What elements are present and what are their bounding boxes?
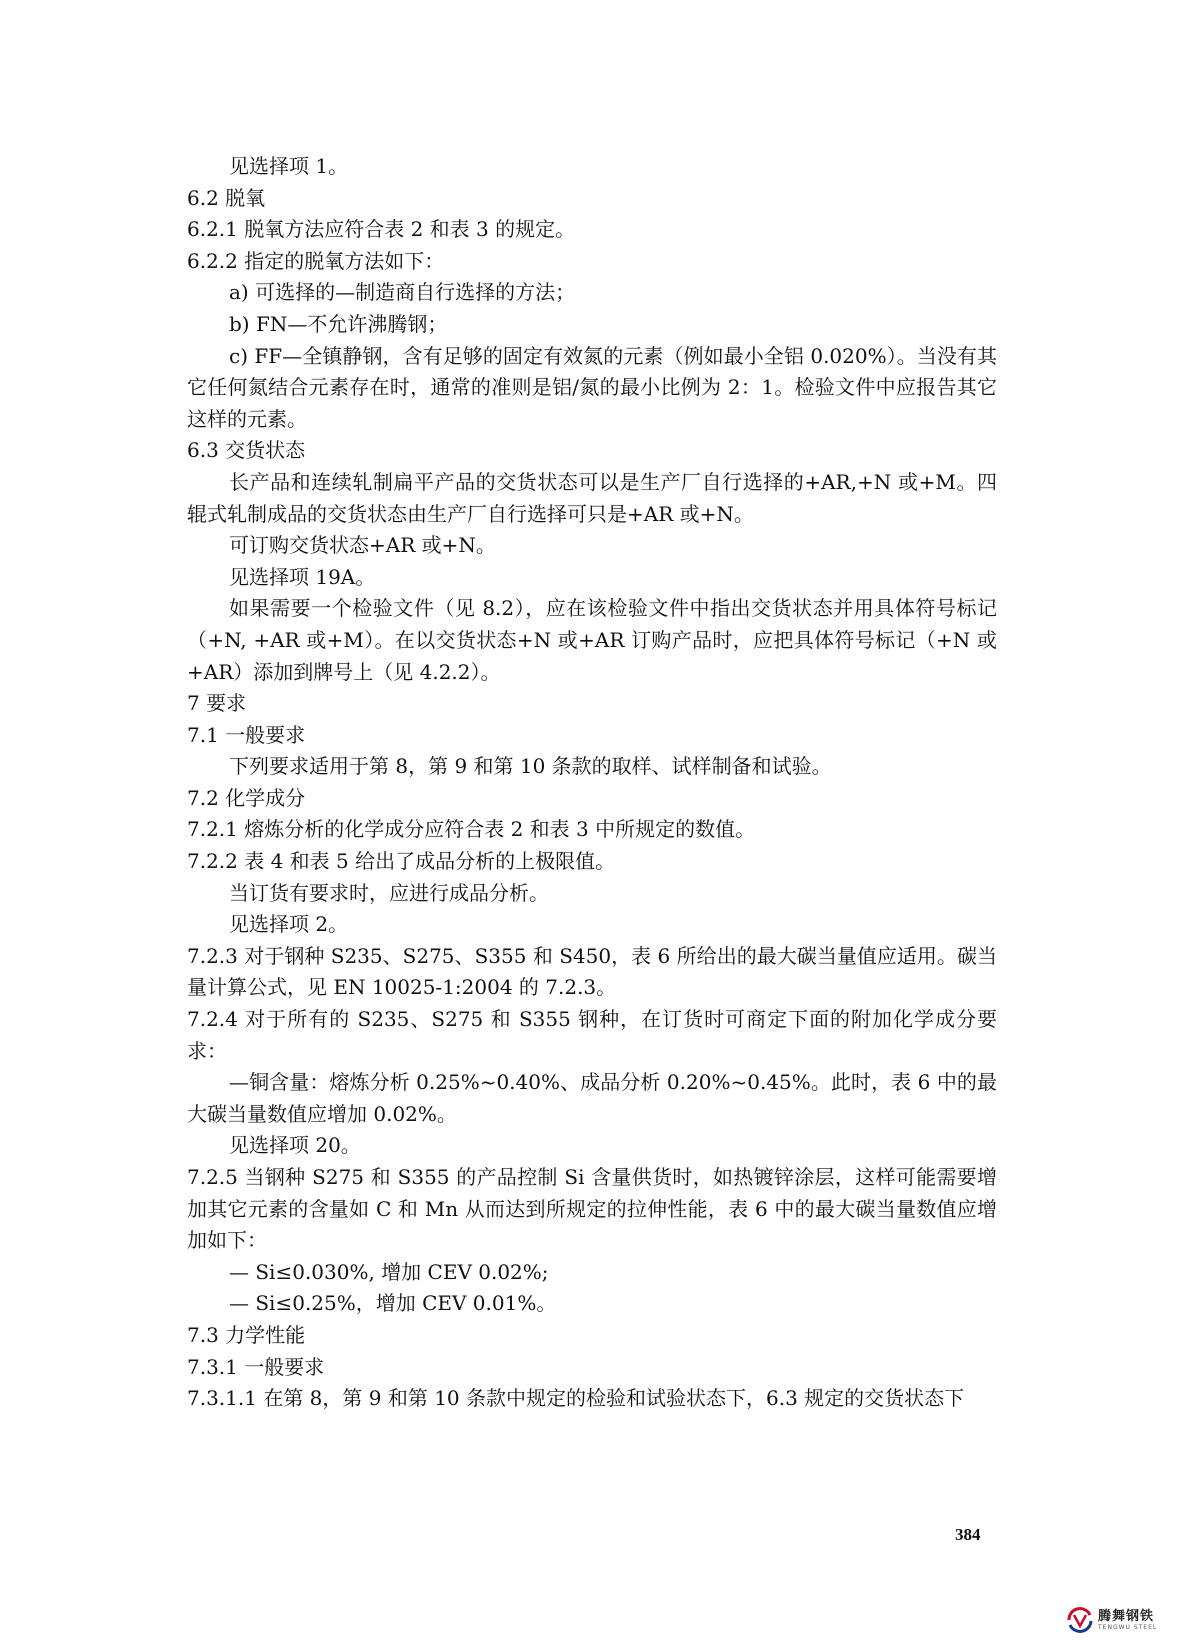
paragraph: 7.2.5 当钢种 S275 和 S355 的产品控制 Si 含量供货时，如热镀锌涂层，这样可能需要增加其它元素的含量如 C 和 Mn 从而达到所规定的拉伸性能，表 6 中的最大碳当量数值应增加如下：: [187, 1165, 997, 1253]
logo-icon: [1066, 1606, 1094, 1634]
text-line: 见选择项 1。: [229, 154, 349, 178]
paragraph: 7.2.3 对于钢种 S235、S275、S355 和 S450，表 6 所给出的最大碳当量值应适用。碳当量计算公式，见 EN 10025-1:2004 的 7.2.3。: [187, 943, 997, 1000]
text-line: 7.2.1 熔炼分析的化学成分应符合表 2 和表 3 中所规定的数值。: [187, 817, 756, 842]
text-line: 6.2.1 脱氧方法应符合表 2 和表 3 的规定。: [187, 217, 576, 242]
page-number: 384: [955, 1525, 981, 1544]
text-line: 当订货有要求时，应进行成品分析。: [229, 880, 549, 905]
list-item: a) 可选择的—制造商自行选择的方法；: [229, 280, 576, 305]
text-line: 可订购交货状态+AR 或+N。: [229, 533, 496, 558]
document-body: [187, 151, 997, 1415]
list-item: b) FN—不允许沸腾钢；: [229, 311, 448, 336]
section-heading: 7.3 力学性能: [187, 1322, 306, 1347]
list-item-paragraph: c) FF—全镇静钢，含有足够的固定有效氮的元素（例如最小全铝 0.020%）。当没有其它任何氮结合元素存在时，通常的准则是铝/氮的最小比例为 2：1。检验文件中应报告其它这样的元素。: [187, 343, 997, 431]
text-line: 见选择项 20。: [229, 1133, 361, 1158]
text-line: 见选择项 19A。: [229, 564, 376, 589]
text-line: 见选择项 2。: [229, 912, 349, 937]
list-item: — Si≤0.25%，增加 CEV 0.01%。: [229, 1291, 557, 1316]
section-heading: 6.2 脱氧: [187, 185, 266, 210]
company-logo: [1066, 1606, 1157, 1634]
paragraph: —铜含量：熔炼分析 0.25%~0.40%、成品分析 0.20%~0.45%。此时，表 6 中的最大碳当量数值应增加 0.02%。: [187, 1070, 997, 1126]
logo-name-cn: 腾舞钢铁: [1098, 1608, 1155, 1624]
section-heading: 7 要求: [187, 691, 247, 716]
section-heading: 7.2 化学成分: [187, 785, 306, 810]
section-heading: 7.3.1 一般要求: [187, 1354, 325, 1379]
section-heading: 6.3 交货状态: [187, 438, 306, 463]
paragraph: 长产品和连续轧制扁平产品的交货状态可以是生产厂自行选择的+AR,+N 或+M。四辊式轧制成品的交货状态由生产厂自行选择可只是+AR 或+N。: [187, 469, 997, 526]
text-line: 6.2.2 指定的脱氧方法如下：: [187, 248, 445, 273]
logo-name-en: TENGWU STEEL: [1098, 1623, 1158, 1631]
text-line: 7.3.1.1 在第 8，第 9 和第 10 条款中规定的检验和试验状态下，6.3 规定的交货状态下: [187, 1386, 965, 1411]
text-line: 7.2.2 表 4 和表 5 给出了成品分析的上极限值。: [187, 849, 616, 874]
paragraph: 如果需要一个检验文件（见 8.2），应在该检验文件中指出交货状态并用具体符号标记（+N, +AR 或+M）。在以交货状态+N 或+AR 订购产品时，应把具体符号标记（+N 或+AR）添加到牌号上（见 4.2.2）。: [187, 596, 997, 684]
paragraph: 7.2.4 对于所有的 S235、S275 和 S355 钢种，在订货时可商定下面的附加化学成分要求：: [187, 1007, 997, 1063]
list-item: — Si≤0.030%, 增加 CEV 0.02%;: [229, 1259, 549, 1284]
section-heading: 7.1 一般要求: [187, 722, 306, 747]
text-line: 下列要求适用于第 8，第 9 和第 10 条款的取样、试样制备和试验。: [229, 754, 832, 779]
